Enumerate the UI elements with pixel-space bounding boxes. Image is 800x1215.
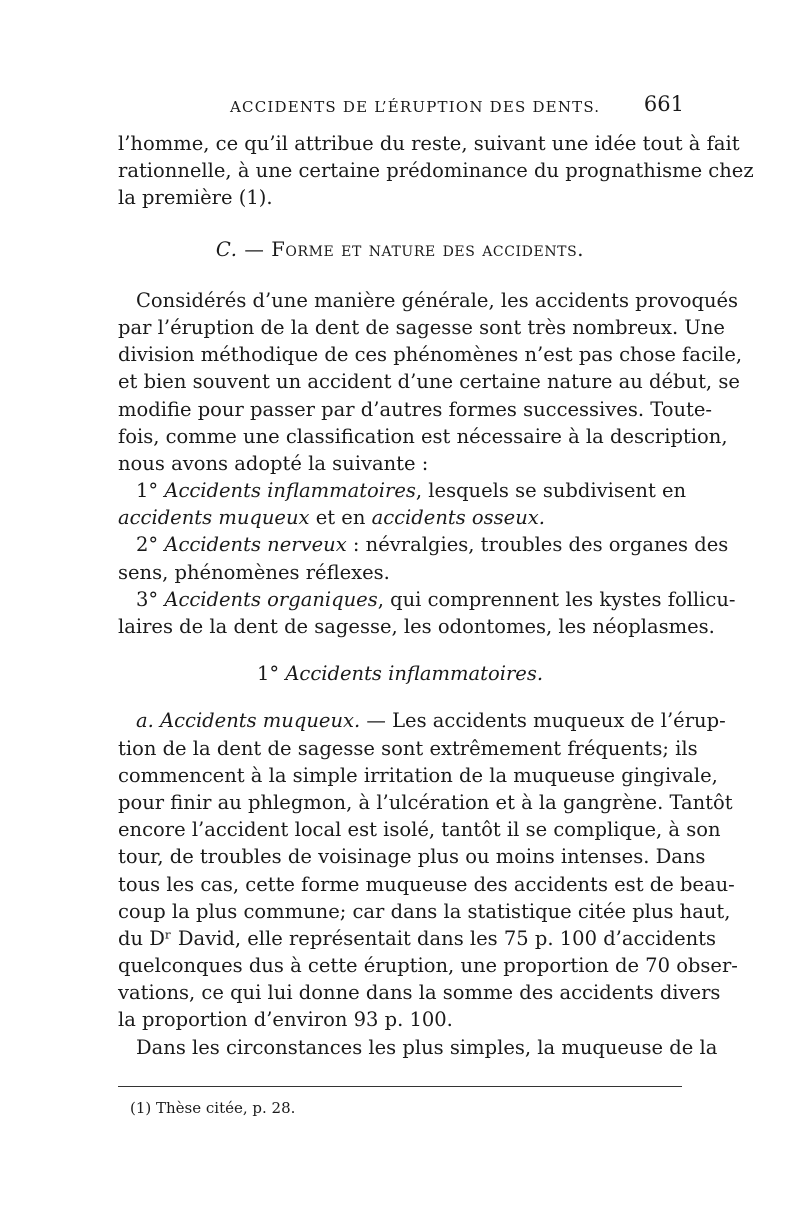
- text-line: vations, ce qui lui donne dans la somme des accidents divers: [118, 981, 721, 1005]
- list-item-1: [118, 477, 687, 504]
- text-line: la proportion d’environ 93 p. 100.: [118, 1008, 453, 1032]
- text-line: et bien souvent un accident d’une certaine nature au début, se: [118, 370, 740, 394]
- text-line: pour finir au phlegmon, à l’ulcération et à la gangrène. Tantôt: [118, 790, 733, 814]
- run-in-heading: a. Accidents muqueux.: [136, 709, 361, 733]
- page-body: [118, 130, 754, 1061]
- list-term: Accidents nerveux: [164, 533, 347, 557]
- text-line: fois, comme une classification est nécessaire à la description,: [118, 424, 728, 448]
- text-line: division méthodique de ces phénomènes n’est pas chose facile,: [118, 343, 743, 367]
- list-rest: et en: [309, 506, 372, 530]
- list-term: Accidents organiques: [164, 587, 378, 611]
- list-item-1-cont: [118, 504, 682, 531]
- section-letter: C.: [215, 237, 238, 261]
- text-line: Dans les circonstances les plus simples, la muqueuse de la: [136, 1035, 718, 1059]
- list-item-3: [118, 586, 736, 613]
- section-title: Forme et nature des accidents.: [271, 237, 585, 261]
- section-heading: [118, 236, 682, 263]
- text-line: tion de la dent de sagesse sont extrêmement fréquents; ils: [118, 736, 698, 760]
- text-line: [118, 707, 726, 734]
- text-line: quelconques dus à cette éruption, une proportion de 70 obser-: [118, 954, 738, 978]
- footnote-rule: [118, 1086, 682, 1087]
- subheading-number: 1°: [256, 662, 280, 686]
- list-item-3-cont: laires de la dent de sagesse, les odontomes, les néoplasmes.: [118, 615, 715, 638]
- text-run: — Les accidents muqueux de l’érup-: [360, 709, 726, 733]
- text-line: rationnelle, à une certaine prédominance du prognathisme chez: [118, 159, 754, 183]
- section-dash: —: [244, 237, 265, 261]
- text-line: modifie pour passer par d’autres formes successives. Toute-: [118, 397, 713, 421]
- list-number: 1°: [136, 479, 159, 503]
- list-rest: , qui comprennent les kystes follicu-: [377, 587, 736, 611]
- text-line: tour, de troubles de voisinage plus ou moins intenses. Dans: [118, 845, 706, 869]
- footnote: (1) Thèse citée, p. 28.: [130, 1099, 296, 1117]
- running-head: [118, 92, 682, 122]
- page-number: 661: [643, 92, 684, 116]
- text-line: du Dʳ David, elle représentait dans les 75 p. 100 d’accidents: [118, 926, 717, 950]
- text-line: tous les cas, cette forme muqueuse des accidents est de beau-: [118, 872, 735, 896]
- running-title: ACCIDENTS DE L’ÉRUPTION DES DENTS.: [230, 98, 601, 116]
- list-number: 3°: [136, 587, 159, 611]
- list-item-2: [118, 531, 729, 558]
- list-term: accidents osseux.: [371, 506, 545, 530]
- text-line: coup la plus commune; car dans la statistique citée plus haut,: [118, 899, 731, 923]
- text-line: encore l’accident local est isolé, tantôt il se complique, à son: [118, 818, 721, 842]
- subheading: [118, 660, 682, 687]
- list-term: Accidents inflammatoires: [164, 479, 416, 503]
- list-number: 2°: [136, 533, 159, 557]
- text-line: commencent à la simple irritation de la muqueuse gingivale,: [118, 763, 718, 787]
- text-line: Considérés d’une manière générale, les accidents provoqués: [136, 288, 739, 312]
- text-line: l’homme, ce qu’il attribue du reste, suivant une idée tout à fait: [118, 132, 740, 155]
- text-line: par l’éruption de la dent de sagesse sont très nombreux. Une: [118, 315, 725, 339]
- subheading-text: Accidents inflammatoires.: [285, 662, 544, 686]
- text-line: la première (1).: [118, 186, 273, 210]
- list-item-2-cont: sens, phénomènes réflexes.: [118, 560, 390, 584]
- list-rest: : névralgies, troubles des organes des: [346, 533, 729, 557]
- list-term: accidents muqueux: [118, 506, 310, 530]
- list-rest: , lesquels se subdivisent en: [415, 479, 687, 503]
- text-line: nous avons adopté la suivante :: [118, 451, 429, 475]
